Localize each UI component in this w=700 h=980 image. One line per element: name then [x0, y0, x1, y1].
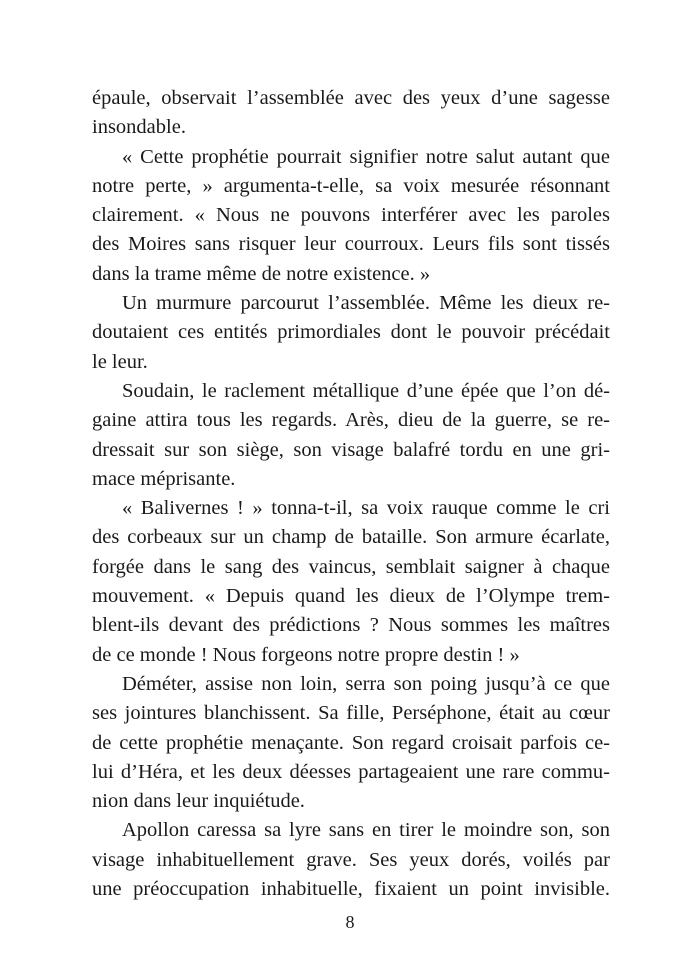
text-line: dans la trame même de notre existence. » [92, 262, 431, 285]
text-line: forgée dans le sang des vaincus, semblait saigner à chaque [92, 555, 610, 578]
text-line: des corbeaux sur un champ de bataille. Son armure écarlate, [92, 526, 610, 549]
text-line: clairement. « Nous ne pouvons interférer avec les paroles [92, 204, 610, 227]
text-line: ses jointures blanchissent. Sa fille, Perséphone, était au cœur [92, 702, 610, 725]
text-line: des Moires sans risquer leur courroux. Leurs fils sont tissés [92, 233, 610, 256]
text-line: Un murmure parcourut l’assemblée. Même les dieux re- [122, 292, 610, 315]
text-line: dressait sur son siège, son visage balafré tordu en une gri- [92, 438, 610, 461]
text-line: épaule, observait l’assemblée avec des yeux d’une sagesse [92, 87, 610, 109]
text-line: doutaient ces entités primordiales dont le pouvoir précédait [92, 321, 610, 344]
text-line: insondable. [92, 116, 186, 139]
text-line: Déméter, assise non loin, serra son poing jusqu’à ce que [122, 672, 610, 695]
text-line: lui d’Héra, et les deux déesses partageaient une rare commu- [92, 760, 610, 783]
text-line: une préoccupation inhabituelle, fixaient un point invisible. [92, 878, 610, 901]
text-line: notre perte, » argumenta-t-elle, sa voix mesurée résonnant [92, 174, 610, 197]
text-line: blent-ils devant des prédictions ? Nous sommes les maîtres [92, 614, 610, 637]
text-line: Soudain, le raclement métallique d’une épée que l’on dé- [122, 379, 610, 402]
text-line: « Cette prophétie pourrait signifier notre salut autant que [122, 145, 610, 168]
text-line: visage inhabituellement grave. Ses yeux dorés, voilés par [92, 848, 610, 871]
text-line: nion dans leur inquiétude. [92, 790, 305, 813]
text-line: mace méprisante. [92, 467, 236, 490]
text-line: gaine attira tous les regards. Arès, dieu de la guerre, se re- [92, 409, 610, 432]
body-text [92, 84, 610, 904]
text-line: Apollon caressa sa lyre sans en tirer le moindre son, son [122, 819, 610, 842]
text-line: « Balivernes ! » tonna-t-il, sa voix rauque comme le cri [122, 497, 610, 520]
text-line: de cette prophétie menaçante. Son regard croisait parfois ce- [92, 731, 610, 754]
text-line: mouvement. « Depuis quand les dieux de l’Olympe trem- [92, 585, 610, 608]
page-number: 8 [345, 912, 355, 932]
text-line: le leur. [92, 350, 148, 373]
text-line: de ce monde ! Nous forgeons notre propre destin ! » [92, 643, 520, 666]
